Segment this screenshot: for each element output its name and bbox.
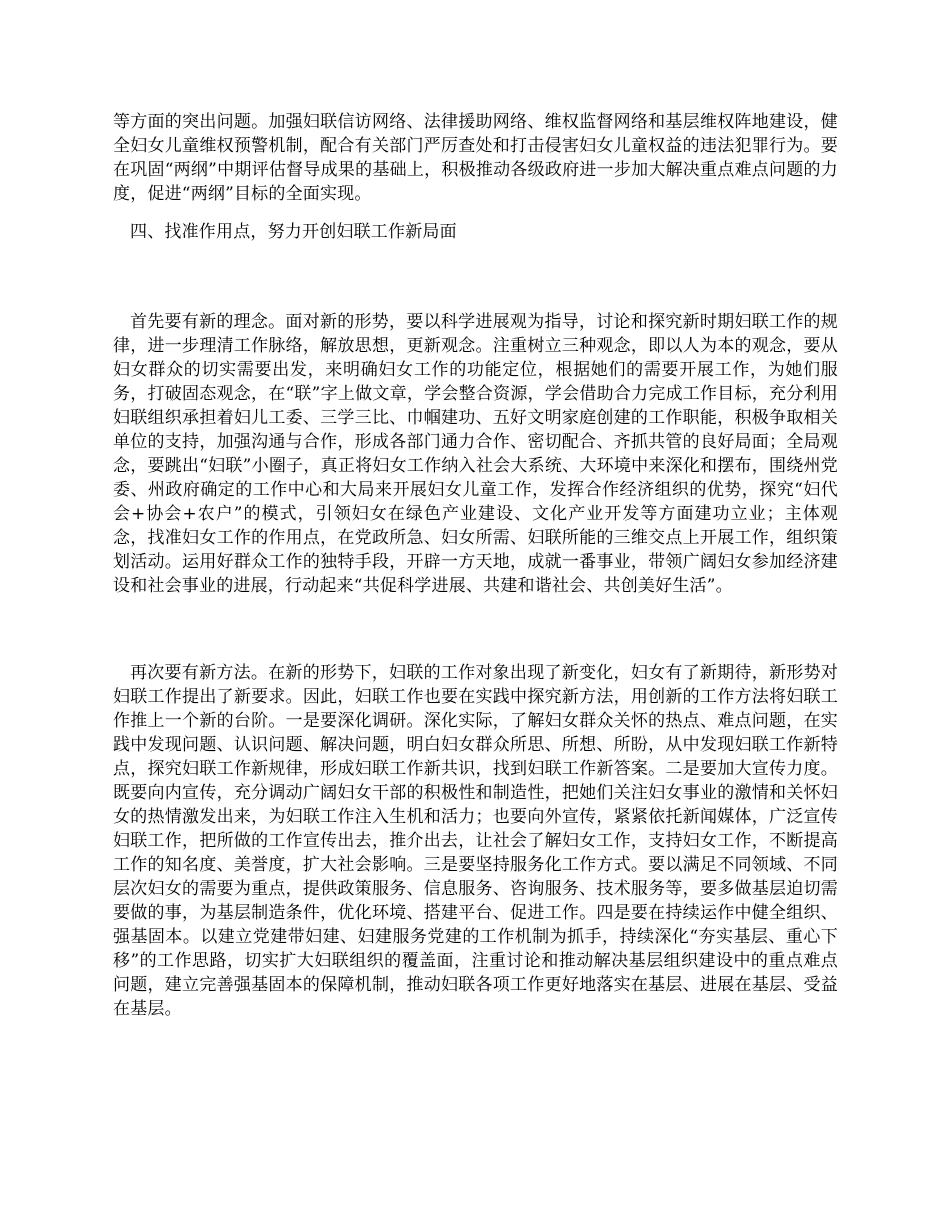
paragraph-new-method: 再次要有新方法。在新的形势下，妇联的工作对象出现了新变化，妇女有了新期待，新形势对妇联工作提出了新要求。因此，妇联工作也要在实践中探究新方法，用创新的工作方法将妇联工作推上一个新的台阶。一是要深化调研。深化实际，了解妇女群众关怀的热点、难点问题，在实践中发现问题、认识问题、解决问题，明白妇女群众所思、所想、所盼，从中发现妇联工作新特点，探究妇联工作新规律，形成妇联工作新共识，找到妇联工作新答案。二是要加大宣传力度。既要向内宣传，充分调动广阔妇女干部的积极性和制造性，把她们关注妇女事业的激情和关怀妇女的热情激发出来，为妇联工作注入生机和活力；也要向外宣传，紧紧依托新闻媒体，广泛宣传妇联工作，把所做的工作宣传出去，推介出去，让社会了解妇女工作，支持妇女工作，不断提高工作的知名度、美誉度，扩大社会影响。三是要坚持服务化工作方式。要以满足不同领域、不同层次妇女的需要为重点，提供政策服务、信息服务、咨询服务、技术服务等，要多做基层迫切需要做的事，为基层制造条件，优化环境、搭建平台、促进工作。四是要在持续运作中健全组织、强基固本。以建立党建带妇建、妇建服务党建的工作机制为抓手，持续深化“夯实基层、重心下移”的工作思路，切实扩大妇联组织的覆盖面，注重讨论和推动解决基层组织建设中的重点难点问题，建立完善强基固本的保障机制，推动妇联各项工作更好地落实在基层、进展在基层、受益在基层。 xyxy=(113,663,838,1019)
document-page xyxy=(113,110,838,1021)
paragraph-new-concept: 首先要有新的理念。面对新的形势，要以科学进展观为指导，讨论和探究新时期妇联工作的规律，进一步理清工作脉络，解放思想，更新观念。注重树立三种观念，即以人为本的观念，要从妇女群众的切实需要出发，来明确妇女工作的功能定位，根据她们的需要开展工作，为她们服务，打破固态观念，在“联”字上做文章，学会整合资源，学会借助合力完成工作目标，充分利用妇联组织承担着妇儿工委、三学三比、巾帼建功、五好文明家庭创建的工作职能，积极争取相关单位的支持，加强沟通与合作，形成各部门通力合作、密切配合、齐抓共管的良好局面；全局观念，要跳出“妇联”小圈子，真正将妇女工作纳入社会大系统、大环境中来深化和摆布，围绕州党委、州政府确定的工作中心和大局来开展妇女儿童工作，发挥合作经济组织的优势，探究“妇代会+协会+农户”的模式，引领妇女在绿色产业建设、文化产业开发等方面建功立业；主体观念，找准妇女工作的作用点，在党政所急、妇女所需、妇联所能的三维交点上开展工作，组织策划活动。运用好群众工作的独特手段，开辟一方天地，成就一番事业，带领广阔妇女参加经济建设和社会事业的进展，行动起来“共促科学进展、共建和谐社会、共创美好生活”。 xyxy=(113,312,838,596)
section-heading: 四、找准作用点，努力开创妇联工作新局面 xyxy=(130,222,457,242)
paragraph-continuation: 等方面的突出问题。加强妇联信访网络、法律援助网络、维权监督网络和基层维权阵地建设，健全妇女儿童维权预警机制，配合有关部门严厉查处和打击侵害妇女儿童权益的违法犯罪行为。要在巩固“两纲”中期评估督导成果的基础上，积极推动各级政府进一步加大解决重点难点问题的力度，促进“两纲”目标的全面实现。 xyxy=(113,112,838,204)
